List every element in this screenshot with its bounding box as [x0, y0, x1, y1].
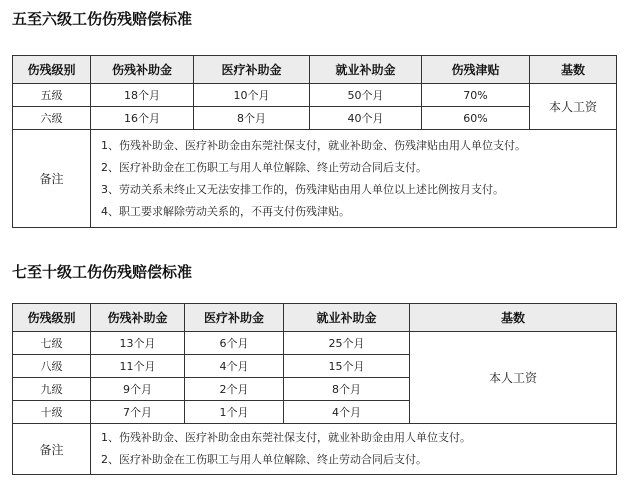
table-row [13, 84, 617, 107]
notes-cell [91, 130, 617, 228]
cell-disability-subsidy: 18个月 [91, 84, 194, 107]
header-grade: 伤残级别 [13, 56, 91, 84]
note-line: 1、伤残补助金、医疗补助金由东莞社保支付，就业补助金、伤残津贴由用人单位支付。 [101, 138, 526, 152]
cell-grade: 九级 [13, 378, 91, 401]
note-line: 3、劳动关系未终止又无法安排工作的，伤残津贴由用人单位以上述比例按月支付。 [101, 182, 504, 196]
cell-disability-subsidy: 7个月 [91, 401, 185, 424]
cell-disability-subsidy: 9个月 [91, 378, 185, 401]
cell-base: 本人工资 [410, 332, 617, 424]
header-disability-allowance: 伤残津贴 [422, 56, 530, 84]
notes-cell [91, 424, 617, 475]
header-medical-subsidy: 医疗补助金 [185, 304, 284, 332]
cell-grade: 十级 [13, 401, 91, 424]
header-medical-subsidy: 医疗补助金 [194, 56, 310, 84]
cell-base: 本人工资 [530, 84, 617, 130]
cell-medical-subsidy: 4个月 [185, 355, 284, 378]
cell-medical-subsidy: 1个月 [185, 401, 284, 424]
section2-title: 七至十级工伤伤残赔偿标准 [12, 263, 193, 281]
header-grade: 伤残级别 [13, 304, 91, 332]
cell-disability-allowance: 70% [422, 84, 530, 107]
cell-disability-subsidy: 16个月 [91, 107, 194, 130]
notes-label: 备注 [13, 424, 91, 475]
cell-grade: 五级 [13, 84, 91, 107]
cell-disability-subsidy: 13个月 [91, 332, 185, 355]
header-base: 基数 [410, 304, 617, 332]
cell-grade: 六级 [13, 107, 91, 130]
cell-medical-subsidy: 10个月 [194, 84, 310, 107]
notes-row [13, 130, 617, 228]
cell-disability-allowance: 60% [422, 107, 530, 130]
header-employment-subsidy: 就业补助金 [284, 304, 410, 332]
header-disability-subsidy: 伤残补助金 [91, 56, 194, 84]
table-row [13, 332, 617, 355]
disability-table-grade5-6 [12, 55, 617, 228]
cell-medical-subsidy: 2个月 [185, 378, 284, 401]
notes-row [13, 424, 617, 475]
cell-employment-subsidy: 4个月 [284, 401, 410, 424]
cell-employment-subsidy: 15个月 [284, 355, 410, 378]
cell-medical-subsidy: 8个月 [194, 107, 310, 130]
table-row [13, 107, 617, 130]
cell-employment-subsidy: 25个月 [284, 332, 410, 355]
header-base: 基数 [530, 56, 617, 84]
header-disability-subsidy: 伤残补助金 [91, 304, 185, 332]
note-line: 2、医疗补助金在工伤职工与用人单位解除、终止劳动合同后支付。 [101, 160, 427, 174]
cell-disability-subsidy: 11个月 [91, 355, 185, 378]
disability-table-grade7-10 [12, 303, 617, 475]
cell-employment-subsidy: 40个月 [310, 107, 422, 130]
cell-employment-subsidy: 8个月 [284, 378, 410, 401]
cell-grade: 七级 [13, 332, 91, 355]
cell-medical-subsidy: 6个月 [185, 332, 284, 355]
note-line: 4、职工要求解除劳动关系的，不再支付伤残津贴。 [101, 204, 350, 218]
header-employment-subsidy: 就业补助金 [310, 56, 422, 84]
notes-label: 备注 [13, 130, 91, 228]
note-line: 1、伤残补助金、医疗补助金由东莞社保支付，就业补助金由用人单位支付。 [101, 431, 471, 444]
section1-title: 五至六级工伤伤残赔偿标准 [12, 10, 193, 28]
cell-employment-subsidy: 50个月 [310, 84, 422, 107]
cell-grade: 八级 [13, 355, 91, 378]
note-line: 2、医疗补助金在工伤职工与用人单位解除、终止劳动合同后支付。 [101, 453, 427, 466]
